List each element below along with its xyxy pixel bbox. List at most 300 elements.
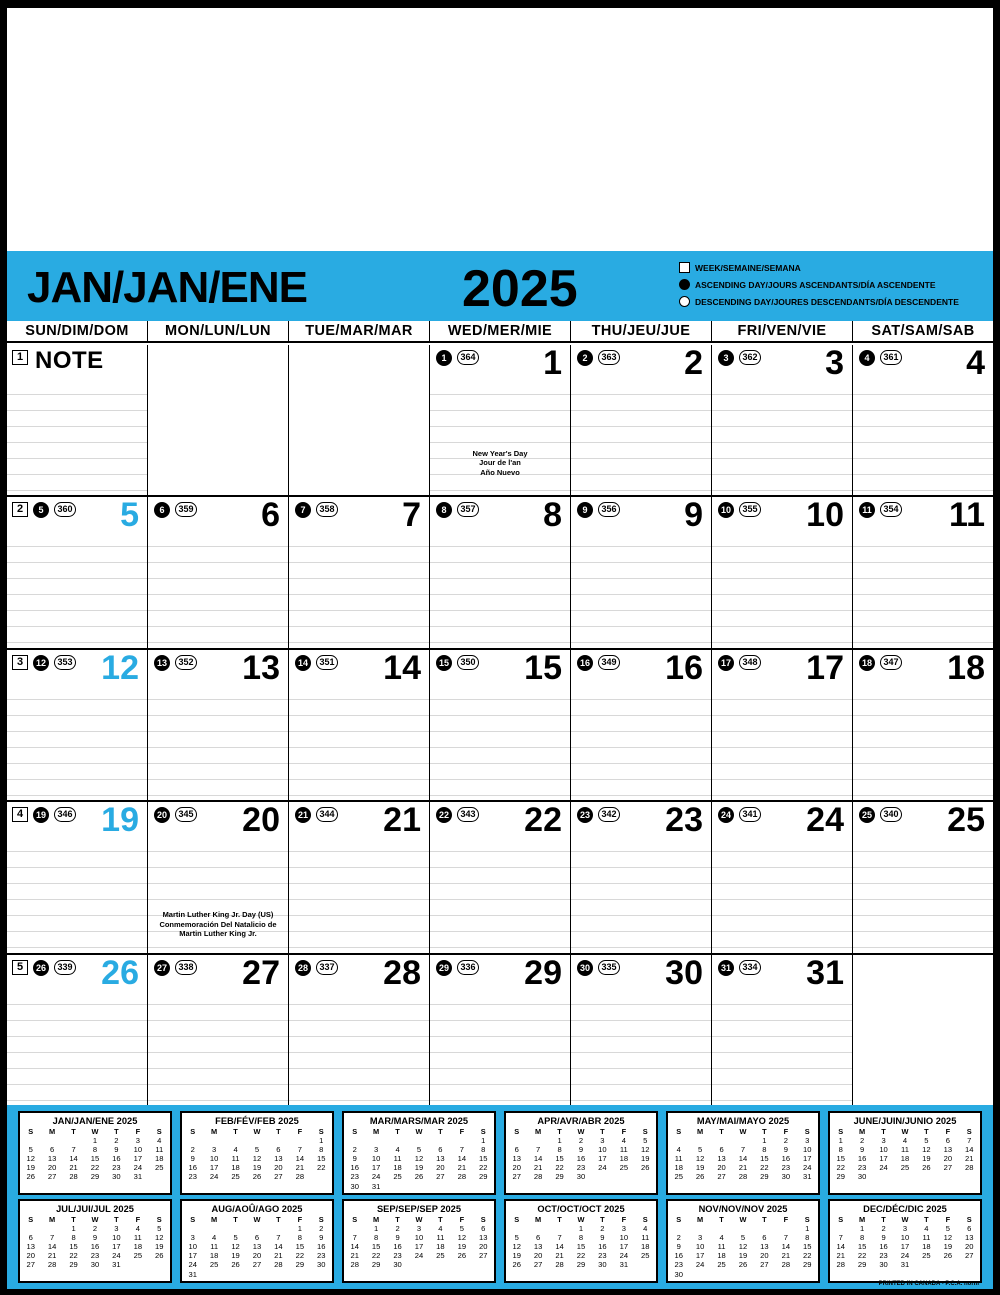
mini-week-row xyxy=(20,1145,170,1154)
mini-day-cell: 17 xyxy=(619,1242,629,1252)
mini-day-cell: 14 xyxy=(533,1154,543,1164)
mini-day-cell xyxy=(732,1224,753,1233)
mini-day-cell: 13 xyxy=(47,1154,57,1164)
mini-dow: T xyxy=(719,1127,724,1136)
mini-day-cell: 6 xyxy=(276,1145,281,1155)
mini-week-row xyxy=(506,1260,656,1269)
mini-day-cell: 16 xyxy=(317,1242,326,1252)
mini-day-cell: 15 xyxy=(371,1242,381,1252)
day-cell[interactable] xyxy=(571,802,712,952)
mini-day-cell: 12 xyxy=(155,1233,164,1243)
black-dot-icon xyxy=(679,279,690,290)
mini-day-cell: 3 xyxy=(600,1136,605,1146)
mini-day-cell xyxy=(527,1136,548,1145)
mini-day-cell: 9 xyxy=(190,1154,195,1164)
mini-dow: S xyxy=(804,1127,810,1136)
day-cell[interactable] xyxy=(7,955,148,1105)
mini-dow: T xyxy=(881,1127,886,1136)
mini-day-cell: 14 xyxy=(738,1154,748,1164)
mini-day-cell: 21 xyxy=(350,1251,359,1261)
day-cell[interactable] xyxy=(430,345,571,495)
calendar-week-row xyxy=(7,955,993,1105)
mini-day-cell: 27 xyxy=(760,1260,769,1270)
mini-day-cell: 19 xyxy=(252,1163,262,1173)
mini-dow: S xyxy=(514,1127,520,1136)
mini-day-cell: 19 xyxy=(26,1163,35,1173)
mini-day-cell: 1 xyxy=(805,1224,810,1234)
mini-day-cell: 21 xyxy=(47,1251,57,1261)
day-number: 18 xyxy=(947,649,985,687)
mini-day-cell: 24 xyxy=(803,1163,812,1173)
mini-week-row xyxy=(668,1163,818,1172)
mini-day-cell: 12 xyxy=(26,1154,35,1164)
mini-day-cell: 9 xyxy=(114,1145,119,1155)
mini-day-cell: 22 xyxy=(803,1251,812,1261)
mini-calendar-table xyxy=(506,1215,656,1270)
mini-day-cell: 28 xyxy=(555,1260,564,1270)
mini-day-cell: 10 xyxy=(900,1233,910,1243)
mini-calendar[interactable] xyxy=(666,1111,820,1195)
mini-day-cell: 28 xyxy=(533,1172,543,1182)
mini-day-cell: 5 xyxy=(643,1136,648,1146)
legend-row xyxy=(679,294,979,309)
mini-day-cell xyxy=(387,1182,408,1191)
mini-day-cell: 26 xyxy=(695,1172,705,1182)
day-cell[interactable] xyxy=(853,497,993,647)
mini-day-cell: 15 xyxy=(555,1154,564,1164)
writing-lines xyxy=(289,989,429,1105)
mini-day-cell: 12 xyxy=(641,1145,650,1155)
mini-calendar-table xyxy=(668,1127,818,1182)
mini-day-cell: 30 xyxy=(857,1172,867,1182)
mini-week-row xyxy=(830,1172,980,1181)
mini-day-cell: 25 xyxy=(393,1172,402,1182)
ascending-day-badge: 23 xyxy=(577,807,593,823)
mini-week-row xyxy=(344,1182,494,1191)
day-number: 27 xyxy=(242,954,280,992)
mini-calendar-table xyxy=(668,1215,818,1279)
mini-day-cell: 16 xyxy=(879,1242,888,1252)
mini-day-cell xyxy=(203,1224,224,1233)
mini-calendar[interactable] xyxy=(828,1111,982,1195)
mini-dow: T xyxy=(395,1127,400,1136)
mini-day-cell xyxy=(732,1270,753,1279)
mini-day-cell xyxy=(473,1260,494,1269)
ascending-day-badge: 18 xyxy=(859,655,875,671)
mini-day-cell: 30 xyxy=(598,1260,607,1270)
day-cell[interactable] xyxy=(712,955,853,1105)
mini-day-cell: 25 xyxy=(900,1163,910,1173)
day-cell[interactable] xyxy=(430,650,571,800)
mini-day-cell: 16 xyxy=(112,1154,121,1164)
legend-label: DESCENDING DAY/JOURES DESCENDANTS/DÍA DESCENDENTE xyxy=(695,296,959,307)
mini-day-cell: 15 xyxy=(317,1154,326,1164)
mini-dow: T xyxy=(924,1215,929,1224)
mini-day-cell: 24 xyxy=(695,1260,705,1270)
mini-day-cell: 6 xyxy=(967,1224,972,1234)
mini-dow: F xyxy=(297,1127,303,1136)
day-number: 29 xyxy=(524,954,562,992)
mini-day-cell: 10 xyxy=(598,1145,607,1155)
mini-day-cell: 11 xyxy=(901,1145,909,1155)
mini-calendar[interactable] xyxy=(18,1199,172,1283)
mini-calendar[interactable] xyxy=(342,1199,496,1283)
day-header xyxy=(289,954,429,992)
day-cell[interactable] xyxy=(289,497,430,647)
mini-day-cell xyxy=(668,1224,689,1233)
mini-dow: S xyxy=(838,1215,844,1224)
mini-week-row xyxy=(506,1251,656,1260)
mini-week-row xyxy=(830,1163,980,1172)
ascending-day-badge: 29 xyxy=(436,960,452,976)
mini-day-cell: 10 xyxy=(371,1154,381,1164)
day-header xyxy=(7,497,147,535)
mini-day-cell: 29 xyxy=(857,1260,867,1270)
mini-day-cell: 1 xyxy=(838,1136,843,1146)
mini-day-cell xyxy=(41,1224,62,1233)
day-header xyxy=(571,345,711,382)
mini-day-cell: 23 xyxy=(112,1163,121,1173)
mini-dow: T xyxy=(762,1127,767,1136)
mini-day-cell: 2 xyxy=(395,1224,400,1234)
mini-day-cell xyxy=(775,1224,796,1233)
week-number-badge: 1 xyxy=(12,350,28,365)
mini-dow: S xyxy=(676,1215,682,1224)
descending-day-badge: 351 xyxy=(316,655,338,670)
mini-day-cell: 14 xyxy=(781,1242,791,1252)
mini-day-cell: 16 xyxy=(781,1154,791,1164)
mini-week-row xyxy=(20,1242,170,1251)
mini-day-cell: 24 xyxy=(209,1172,219,1182)
mini-day-cell: 18 xyxy=(209,1251,219,1261)
day-cell[interactable] xyxy=(289,955,430,1105)
mini-dow: F xyxy=(783,1215,789,1224)
mini-calendar[interactable] xyxy=(180,1111,334,1195)
day-header xyxy=(7,954,147,992)
ascending-day-badge: 3 xyxy=(718,350,734,366)
ascending-day-badge: 24 xyxy=(718,807,734,823)
mini-day-cell: 8 xyxy=(860,1233,865,1243)
descending-day-badge: 345 xyxy=(175,807,197,822)
mini-day-cell: 19 xyxy=(457,1242,467,1252)
mini-day-cell: 3 xyxy=(881,1136,886,1146)
mini-day-cell: 23 xyxy=(674,1260,683,1270)
mini-calendar-title: MAY/MAI/MAYO 2025 xyxy=(696,1116,790,1126)
day-header xyxy=(430,954,570,992)
mini-day-cell: 3 xyxy=(698,1233,703,1243)
day-cell[interactable] xyxy=(430,802,571,952)
writing-lines xyxy=(712,684,852,800)
mini-day-cell: 20 xyxy=(943,1154,953,1164)
mini-dow: T xyxy=(719,1215,724,1224)
mini-day-cell: 26 xyxy=(252,1172,262,1182)
descending-day-badge: 362 xyxy=(739,350,761,365)
mini-day-cell xyxy=(311,1270,332,1279)
mini-day-cell: 22 xyxy=(479,1163,488,1173)
mini-dow: S xyxy=(156,1215,162,1224)
mini-day-cell: 15 xyxy=(69,1242,78,1252)
descending-day-badge: 335 xyxy=(598,960,620,975)
descending-day-badge: 357 xyxy=(457,502,479,517)
mini-day-cell: 15 xyxy=(836,1154,845,1164)
mini-dow: W xyxy=(91,1127,99,1136)
day-cell-empty xyxy=(148,345,289,495)
mini-day-cell xyxy=(408,1260,429,1269)
mini-day-cell: 8 xyxy=(578,1233,584,1243)
mini-day-cell: 24 xyxy=(188,1260,197,1270)
mini-calendar[interactable] xyxy=(828,1199,982,1283)
mini-dow: S xyxy=(676,1127,682,1136)
mini-week-row xyxy=(506,1172,656,1181)
mini-day-cell: 22 xyxy=(857,1251,867,1261)
descending-day-badge: 334 xyxy=(739,960,761,975)
mini-calendar[interactable] xyxy=(342,1111,496,1195)
mini-calendar[interactable] xyxy=(504,1111,658,1195)
mini-calendar[interactable] xyxy=(180,1199,334,1283)
day-cell[interactable] xyxy=(148,802,289,952)
ascending-day-badge: 2 xyxy=(577,350,593,366)
mini-day-cell: 27 xyxy=(533,1260,543,1270)
note-cell[interactable] xyxy=(7,345,148,495)
legend-label: ASCENDING DAY/JOURS ASCENDANTS/DÍA ASCENDENTE xyxy=(695,279,936,290)
mini-day-cell: 26 xyxy=(943,1251,953,1261)
mini-day-cell: 20 xyxy=(274,1163,283,1173)
descending-day-badge: 348 xyxy=(739,655,761,670)
mini-day-cell: 7 xyxy=(740,1145,746,1155)
weekday-header-0: SUN/DIM/DOM xyxy=(7,321,148,341)
mini-day-cell: 30 xyxy=(576,1172,586,1182)
mini-day-cell: 13 xyxy=(252,1242,262,1252)
mini-day-cell: 11 xyxy=(133,1233,142,1243)
mini-dow: T xyxy=(438,1127,443,1136)
mini-day-cell xyxy=(937,1172,958,1181)
mini-week-row xyxy=(830,1154,980,1163)
mini-day-cell: 7 xyxy=(838,1233,843,1243)
mini-day-cell: 29 xyxy=(90,1172,100,1182)
mini-day-cell: 2 xyxy=(578,1136,584,1146)
mini-calendar-title: FEB/FÉV/FEB 2025 xyxy=(215,1116,299,1126)
descending-day-badge: 360 xyxy=(54,502,76,517)
mini-day-cell: 14 xyxy=(836,1242,845,1252)
mini-day-cell: 28 xyxy=(781,1260,791,1270)
day-cell[interactable] xyxy=(148,955,289,1105)
mini-day-cell: 25 xyxy=(155,1163,164,1173)
ascending-day-badge: 25 xyxy=(859,807,875,823)
day-number: 31 xyxy=(806,954,844,992)
mini-day-cell: 21 xyxy=(295,1163,305,1173)
mini-calendar-title: JAN/JAN/ENE 2025 xyxy=(52,1116,138,1126)
weekday-header-2: TUE/MAR/MAR xyxy=(289,321,430,341)
mini-day-cell xyxy=(754,1224,775,1233)
day-number: 16 xyxy=(665,649,703,687)
mini-day-cell: 21 xyxy=(965,1154,974,1164)
ascending-day-badge: 21 xyxy=(295,807,311,823)
mini-calendar-row-second-half xyxy=(14,1199,986,1283)
mini-day-cell: 20 xyxy=(533,1251,543,1261)
mini-day-cell: 22 xyxy=(760,1163,769,1173)
mini-day-cell: 30 xyxy=(781,1172,791,1182)
mini-week-row xyxy=(506,1163,656,1172)
mini-day-cell: 3 xyxy=(902,1224,908,1234)
writing-lines xyxy=(571,379,711,495)
mini-calendar[interactable] xyxy=(504,1199,658,1283)
day-cell[interactable] xyxy=(148,650,289,800)
descending-day-badge: 349 xyxy=(598,655,620,670)
mini-day-cell xyxy=(289,1136,310,1145)
mini-day-cell: 31 xyxy=(188,1269,197,1279)
day-cell[interactable] xyxy=(712,345,853,495)
mini-day-cell: 7 xyxy=(297,1145,302,1155)
mini-dow: S xyxy=(804,1215,810,1224)
mini-day-cell: 3 xyxy=(621,1224,626,1234)
mini-day-cell: 28 xyxy=(965,1163,974,1173)
mini-day-cell: 8 xyxy=(92,1145,98,1155)
mini-week-row xyxy=(506,1233,656,1242)
mini-dow: T xyxy=(233,1215,238,1224)
day-cell[interactable] xyxy=(289,650,430,800)
mini-calendar[interactable] xyxy=(18,1111,172,1195)
day-number: 2 xyxy=(684,345,703,382)
day-cell[interactable] xyxy=(712,497,853,647)
day-cell[interactable] xyxy=(430,497,571,647)
day-cell[interactable] xyxy=(571,955,712,1105)
mini-week-row xyxy=(830,1260,980,1269)
mini-day-cell: 20 xyxy=(965,1242,974,1252)
mini-day-cell: 4 xyxy=(924,1224,929,1234)
mini-day-cell: 25 xyxy=(674,1172,683,1182)
mini-day-cell: 12 xyxy=(231,1242,240,1252)
ascending-day-badge: 13 xyxy=(154,655,170,671)
day-cell[interactable] xyxy=(712,650,853,800)
mini-week-row xyxy=(182,1251,332,1260)
ascending-day-badge: 14 xyxy=(295,655,311,671)
mini-day-cell: 18 xyxy=(619,1154,629,1164)
mini-day-cell: 20 xyxy=(512,1163,521,1173)
day-header xyxy=(712,802,852,840)
mini-day-cell xyxy=(635,1260,656,1269)
mini-week-row xyxy=(20,1163,170,1172)
day-number: 24 xyxy=(806,802,844,840)
day-number: 25 xyxy=(947,802,985,840)
day-header xyxy=(571,649,711,687)
day-cell[interactable] xyxy=(853,345,993,495)
mini-calendar-table xyxy=(344,1127,494,1191)
day-cell[interactable] xyxy=(853,650,993,800)
mini-day-cell xyxy=(668,1136,689,1145)
note-label: NOTE xyxy=(35,347,104,374)
mini-day-cell: 20 xyxy=(436,1163,445,1173)
descending-day-badge: 340 xyxy=(880,807,902,822)
ascending-day-badge: 7 xyxy=(295,502,311,518)
mini-day-cell xyxy=(549,1224,570,1233)
mini-day-cell xyxy=(225,1136,246,1145)
mini-day-cell: 6 xyxy=(28,1233,33,1243)
mini-day-cell: 3 xyxy=(135,1136,140,1146)
mini-day-cell: 13 xyxy=(479,1233,488,1243)
mini-day-cell: 2 xyxy=(319,1224,324,1234)
mini-day-cell: 11 xyxy=(922,1233,931,1243)
writing-lines xyxy=(712,836,852,952)
day-header xyxy=(853,497,993,535)
day-cell[interactable] xyxy=(712,802,853,952)
mini-day-cell: 21 xyxy=(274,1251,283,1261)
day-cell[interactable] xyxy=(571,650,712,800)
mini-dow: M xyxy=(859,1127,866,1136)
mini-day-cell xyxy=(268,1136,289,1145)
mini-day-cell: 11 xyxy=(674,1154,683,1164)
legend-row xyxy=(679,277,979,292)
day-cell[interactable] xyxy=(148,497,289,647)
mini-day-cell xyxy=(20,1136,41,1145)
descending-day-badge: 364 xyxy=(457,350,479,365)
day-number: 22 xyxy=(524,802,562,840)
day-cell[interactable] xyxy=(289,802,430,952)
mini-day-cell: 26 xyxy=(922,1163,931,1173)
day-cell[interactable] xyxy=(7,650,148,800)
mini-week-row xyxy=(668,1224,818,1233)
mini-week-row xyxy=(182,1145,332,1154)
mini-calendar-title: NOV/NOV/NOV 2025 xyxy=(698,1204,788,1214)
mini-day-cell: 10 xyxy=(188,1242,197,1252)
mini-day-cell: 31 xyxy=(900,1260,910,1270)
writing-lines xyxy=(571,684,711,800)
day-number: 28 xyxy=(383,954,421,992)
mini-day-cell: 20 xyxy=(47,1163,57,1173)
mini-day-cell: 7 xyxy=(536,1145,541,1155)
mini-dow: W xyxy=(739,1127,747,1136)
day-cell[interactable] xyxy=(7,802,148,952)
mini-day-cell: 10 xyxy=(803,1145,812,1155)
calendar-week-row xyxy=(7,802,993,954)
mini-calendar[interactable] xyxy=(666,1199,820,1283)
mini-day-cell: 12 xyxy=(922,1145,931,1155)
mini-calendar-title: SEP/SEP/SEP 2025 xyxy=(376,1204,462,1214)
mini-day-cell: 10 xyxy=(879,1145,888,1155)
mini-day-cell: 2 xyxy=(114,1136,119,1146)
mini-week-row xyxy=(830,1233,980,1242)
mini-day-cell: 27 xyxy=(717,1172,726,1182)
mini-day-cell xyxy=(149,1260,170,1269)
day-cell[interactable] xyxy=(7,497,148,647)
day-number: 1 xyxy=(543,345,562,382)
mini-week-row xyxy=(182,1172,332,1181)
day-cell[interactable] xyxy=(571,497,712,647)
mini-day-cell: 4 xyxy=(676,1145,681,1155)
mini-day-cell: 24 xyxy=(879,1163,888,1173)
mini-day-cell: 15 xyxy=(857,1242,867,1252)
mini-dow: W xyxy=(577,1215,585,1224)
day-cell[interactable] xyxy=(571,345,712,495)
ascending-day-badge: 5 xyxy=(33,502,49,518)
mini-dow: W xyxy=(901,1215,909,1224)
day-number: 26 xyxy=(101,954,139,992)
ascending-day-badge: 28 xyxy=(295,960,311,976)
mini-week-row xyxy=(20,1154,170,1163)
mini-day-cell xyxy=(289,1270,310,1279)
mini-day-cell: 30 xyxy=(90,1260,100,1270)
writing-lines xyxy=(430,836,570,952)
day-cell[interactable] xyxy=(853,802,993,952)
mini-day-cell: 17 xyxy=(803,1154,812,1164)
writing-lines xyxy=(712,379,852,495)
mini-dow: S xyxy=(480,1127,486,1136)
mini-dow: M xyxy=(697,1127,704,1136)
day-header xyxy=(712,649,852,687)
day-cell[interactable] xyxy=(430,955,571,1105)
day-number: 23 xyxy=(665,802,703,840)
legend-label: WEEK/SEMAINE/SEMANA xyxy=(695,262,801,273)
day-number: 15 xyxy=(524,649,562,687)
